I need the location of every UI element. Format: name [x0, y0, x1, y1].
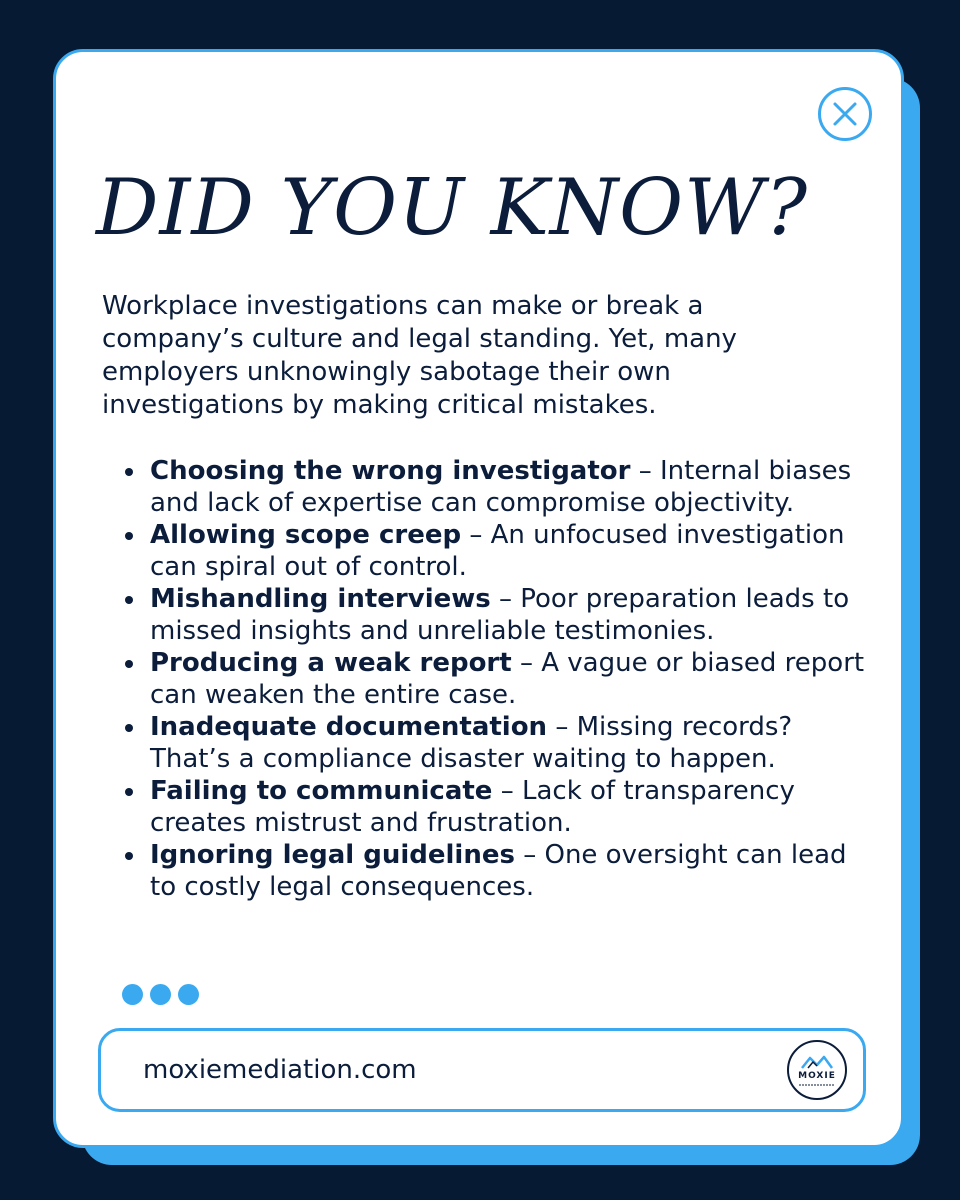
item-title: Ignoring legal guidelines	[150, 840, 515, 870]
item-description: – Poor preparation leads to missed insights and unreliable testimonies.	[150, 584, 850, 646]
item-title: Inadequate documentation	[150, 712, 548, 742]
mistakes-list	[102, 455, 870, 903]
list-item	[150, 647, 870, 711]
bullet-icon	[125, 596, 133, 604]
item-description: – An unfocused investigation can spiral out of control.	[150, 520, 845, 582]
dot	[122, 984, 143, 1005]
item-description: – Lack of transparency creates mistrust and frustration.	[150, 776, 795, 838]
headline: DID YOU KNOW?	[96, 163, 809, 253]
website-url[interactable]: moxiemediation.com	[143, 1055, 417, 1085]
close-icon	[832, 101, 858, 127]
dot	[178, 984, 199, 1005]
logo-tagline-mark	[799, 1083, 835, 1087]
dot	[150, 984, 171, 1005]
item-description: – A vague or biased report can weaken the entire case.	[150, 648, 865, 710]
item-description: – Internal biases and lack of expertise can compromise objectivity.	[150, 456, 852, 518]
item-title: Choosing the wrong investigator	[150, 456, 631, 486]
url-bar[interactable]	[98, 1028, 866, 1112]
intro-paragraph: Workplace investigations can make or break a company’s culture and legal standing. Yet, many employers unknowingly sabotage their own investigations by making critical mistakes.	[102, 291, 737, 420]
bullet-icon	[125, 660, 133, 668]
bullet-icon	[125, 788, 133, 796]
item-title: Mishandling interviews	[150, 584, 491, 614]
list-item	[150, 839, 870, 903]
bullet-icon	[125, 852, 133, 860]
item-title: Failing to communicate	[150, 776, 493, 806]
list-item	[150, 519, 870, 583]
ellipsis-dots-icon	[122, 984, 199, 1005]
mountain-icon	[800, 1054, 834, 1070]
item-description: – One oversight can lead to costly legal consequences.	[150, 840, 847, 902]
bullet-icon	[125, 532, 133, 540]
item-description: – Missing records? That’s a compliance disaster waiting to happen.	[150, 712, 793, 774]
bullet-icon	[125, 724, 133, 732]
list-item	[150, 711, 870, 775]
list-item	[150, 583, 870, 647]
bullet-icon	[125, 468, 133, 476]
list-item	[150, 775, 870, 839]
item-title: Producing a weak report	[150, 648, 512, 678]
moxie-logo-icon	[787, 1040, 847, 1100]
close-button[interactable]	[818, 87, 872, 141]
logo-wordmark: MOXIE	[798, 1070, 836, 1081]
list-item	[150, 455, 870, 519]
did-you-know-card	[53, 49, 904, 1148]
item-title: Allowing scope creep	[150, 520, 462, 550]
